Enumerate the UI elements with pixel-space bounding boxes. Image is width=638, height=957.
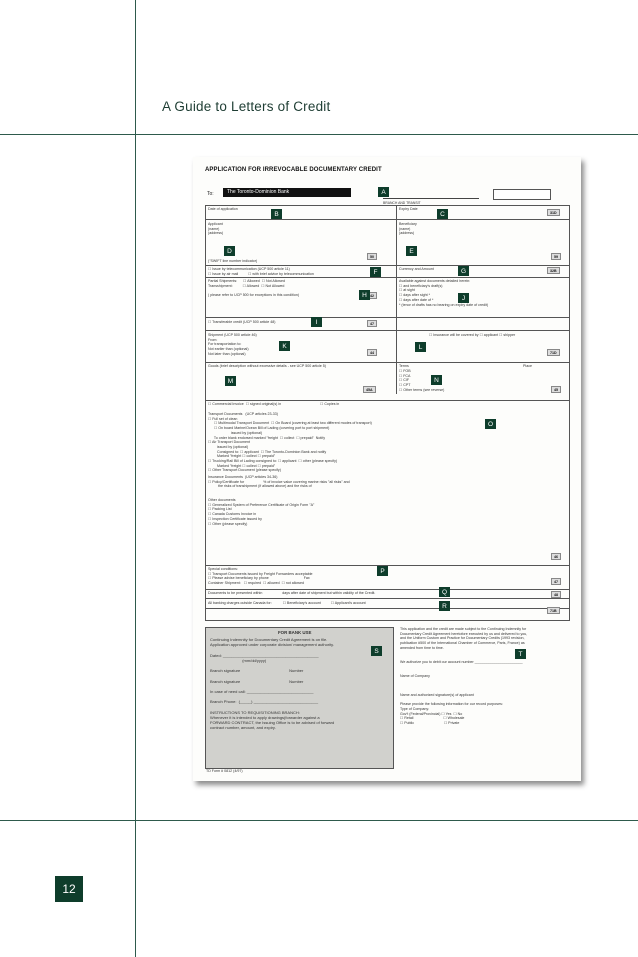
insurance-documents: Insurance Documents (UCP articles 34-36) ☐ Policy/Certificate for % of invoice value covering marine risks "all risks" and the risks of transhipment (if allowed above) and the risks of xyxy=(208,475,350,489)
branch-transit-box xyxy=(493,189,551,200)
form-footer: TD Form # 0812 (4/97) xyxy=(206,769,243,773)
row-divider xyxy=(205,589,570,590)
transport-documents: Transport Documents (UCP articles 23-33) ☐ Full set of clean ☐ Multimodal Transport Document ☐ On Board (covering at least two different modes of transport) ☐ On board Marine/Ocean Bill of Lading (covering port to port shipment) issued by (optional) To order blank endorsed marked "freight ☐ collect ☐ prepaid" Notify ☐ Air Transport Document issued by (optional) Consigned to: ☐ applicant ☐ The Toronto-Dominion Bank and notify Marked "freight ☐ collect ☐ prepaid" ☐ Trucking/Rail Bill of Lading consigned to: ☐ applicant ☐ other (please specify) Marked "freight ☐ collect ☐ prepaid" ☐ Other Transport Document (please specify) xyxy=(208,412,372,473)
field-number: 45 xyxy=(551,386,561,393)
row-divider xyxy=(205,598,570,599)
currency-label: Currency and Amount xyxy=(399,267,434,271)
place-label: Place xyxy=(523,364,532,368)
marker-m: M xyxy=(225,376,236,386)
to-label: To: xyxy=(207,191,214,197)
presentation-period: Documents to be presented within days after date of shipment but within validity of the Credit. xyxy=(208,591,376,595)
field-number: 46 xyxy=(551,553,561,560)
commercial-invoice: ☐ Commercial Invoice ☐ signed original(s) in ☐ Copies in xyxy=(208,402,340,406)
insurance-coverage: ☐ Insurance will be covered by ☐ applicant ☐ shipper xyxy=(429,333,516,337)
swift-label: ("SWIFT line number indicator) xyxy=(208,259,258,263)
marker-p: P xyxy=(377,566,388,576)
branch-transit-label: BRANCH AND TRANSIT xyxy=(383,201,421,205)
row-divider xyxy=(205,277,570,278)
branch-transit-line xyxy=(383,198,479,199)
field-number: 59 xyxy=(551,253,561,260)
field-number: 71D xyxy=(547,349,560,356)
vertical-rule xyxy=(135,0,136,957)
top-divider xyxy=(0,134,638,135)
marker-t: T xyxy=(515,649,526,659)
bank-use-box xyxy=(205,627,394,769)
marker-e: E xyxy=(406,246,417,256)
beneficiary-label: Beneficiary (name) (address) xyxy=(399,222,417,236)
terms-label: Terms xyxy=(399,364,409,368)
marker-r: R xyxy=(439,601,450,611)
issue-method: ☐ Issue by telecommunication (UCP 500 article 11) ☐ Issue by air mail ☐ with brief advice by telecommunication xyxy=(208,267,314,276)
expiry-label: Expiry Date xyxy=(399,207,418,211)
marker-h: H xyxy=(359,290,370,300)
available-against: Available against documents detailed herein: ☐ and beneficiary's draft(s) ☐ at sight ☐ days after sight * ☐ days after date of * * (tenor of drafts has no bearing on expiry date of credit) xyxy=(399,279,489,307)
special-conditions: Special conditions: ☐ Transport Documents issued by Freight Forwarders acceptable ☐ Please advise beneficiary by phone Fax Container Shipment: ☐ required ☐ allowed ☐ not allowed xyxy=(208,567,313,586)
shipment-details: Shipment (UCP 500 article 46) From: For transportation to: Not earlier than (optional) Not later than (optional) xyxy=(208,333,257,356)
field-number: 45A xyxy=(363,386,376,393)
marker-n: N xyxy=(431,375,442,385)
field-number: 31D xyxy=(547,209,560,216)
bank-name-field: The Toronto-Dominion Bank xyxy=(223,188,351,197)
row-divider xyxy=(205,317,570,318)
field-number: 48 xyxy=(551,591,561,598)
bank-use-content: Continuing Indemnity for Documentary Credit Agreement is on file. Application approved under corporate division/ management authority. Dated: ___________________________________________ (mm/dd/yyyy) Branch signature Number Branch signature Number In case of need call: ______________________________ Branch Phone: (_____) _____________________________ INSTRUCTIONS TO REQUISITIONING BRANCH: Whenever it is intended to apply drawings(forwarder against a FORWARD CONTRACT, the Issuing Office is to be advised of forward contract number, amount, and expiry. xyxy=(210,637,335,731)
marker-f: F xyxy=(370,267,381,277)
field-number: 42 xyxy=(367,292,377,299)
marker-c: C xyxy=(437,209,448,219)
field-number: 71B xyxy=(547,607,560,614)
terms-options: ☐ FOB ☐ FCA ☐ CIF ☐ CPT ☐ Other terms (see reverse) xyxy=(399,369,445,392)
transferable-credit: ☐ Transferable credit (UCP 500 article 48) xyxy=(208,320,276,324)
row-divider xyxy=(205,265,570,266)
page-number: 12 xyxy=(55,876,83,902)
row-divider xyxy=(205,219,570,220)
marker-j: J xyxy=(458,293,469,303)
marker-a: A xyxy=(378,187,389,197)
application-form-image xyxy=(193,157,581,781)
field-number: 47 xyxy=(367,320,377,327)
marker-s: S xyxy=(371,646,382,656)
other-documents: Other documents ☐ Generalized System of Preference Certificate of Origin Form "A" ☐ Packing List ☐ Canada Customs Invoice in ☐ Inspection Certificate issued by ☐ Other (please specify) xyxy=(208,498,315,526)
date-label: Date of application xyxy=(208,207,238,211)
marker-o: O xyxy=(485,419,496,429)
row-divider xyxy=(205,330,570,331)
marker-b: B xyxy=(271,209,282,219)
applicant-label: Applicant (name) (address) xyxy=(208,222,224,236)
field-number: 50 xyxy=(367,253,377,260)
marker-g: G xyxy=(458,266,469,276)
marker-q: Q xyxy=(439,587,450,597)
row-divider xyxy=(205,362,570,363)
bank-use-title: FOR BANK USE xyxy=(278,630,312,635)
marker-k: K xyxy=(279,341,290,351)
field-number: 32B xyxy=(547,267,560,274)
row-divider xyxy=(205,608,570,609)
column-divider xyxy=(396,205,397,363)
form-title: APPLICATION FOR IRREVOCABLE DOCUMENTARY CREDIT xyxy=(205,167,382,173)
row-divider xyxy=(205,400,570,401)
field-number: 47 xyxy=(551,578,561,585)
banking-charges: All banking charges outside Canada for: ☐ Beneficiary's account ☐ Applicant's account xyxy=(208,601,366,605)
bottom-divider xyxy=(0,820,638,821)
terms-and-authorization: This application and the credit are made subject to the Continuing Indemnity for Documentary Credit Agreement heretofore executed by us and delivered to you, and the Uniform Custom and Practice for Documentary Credits (1993 revision, publication #500 of the International Chamber of Commerce, Paris, France) as amended from time to time. We authorize you to debit our account number ________________________ Name of Company Name and authorized signature(s) of applicant Please provide the following information for our record purposes: Type of Company: Gov't (Federal/Provincial) ☐ Yes ☐ No ☐ Retail ☐ Wholesale ☐ Public ☐ Private xyxy=(400,627,528,726)
field-number: 44 xyxy=(367,349,377,356)
marker-l: L xyxy=(415,342,426,352)
guide-title: A Guide to Letters of Credit xyxy=(162,99,331,114)
goods-label: Goods (brief description without excessive details - see UCP 500 article 5) xyxy=(208,364,326,368)
column-divider xyxy=(396,349,397,394)
marker-i: I xyxy=(311,317,322,327)
partial-shipments: Partial Shipments: ☐ Allowed ☐ Not Allowed Transshipment: ☐ Allowed ☐ Not Allowed ( please refer to UCP 500 for exceptions in this condition) xyxy=(208,279,300,298)
marker-d: D xyxy=(224,246,235,256)
